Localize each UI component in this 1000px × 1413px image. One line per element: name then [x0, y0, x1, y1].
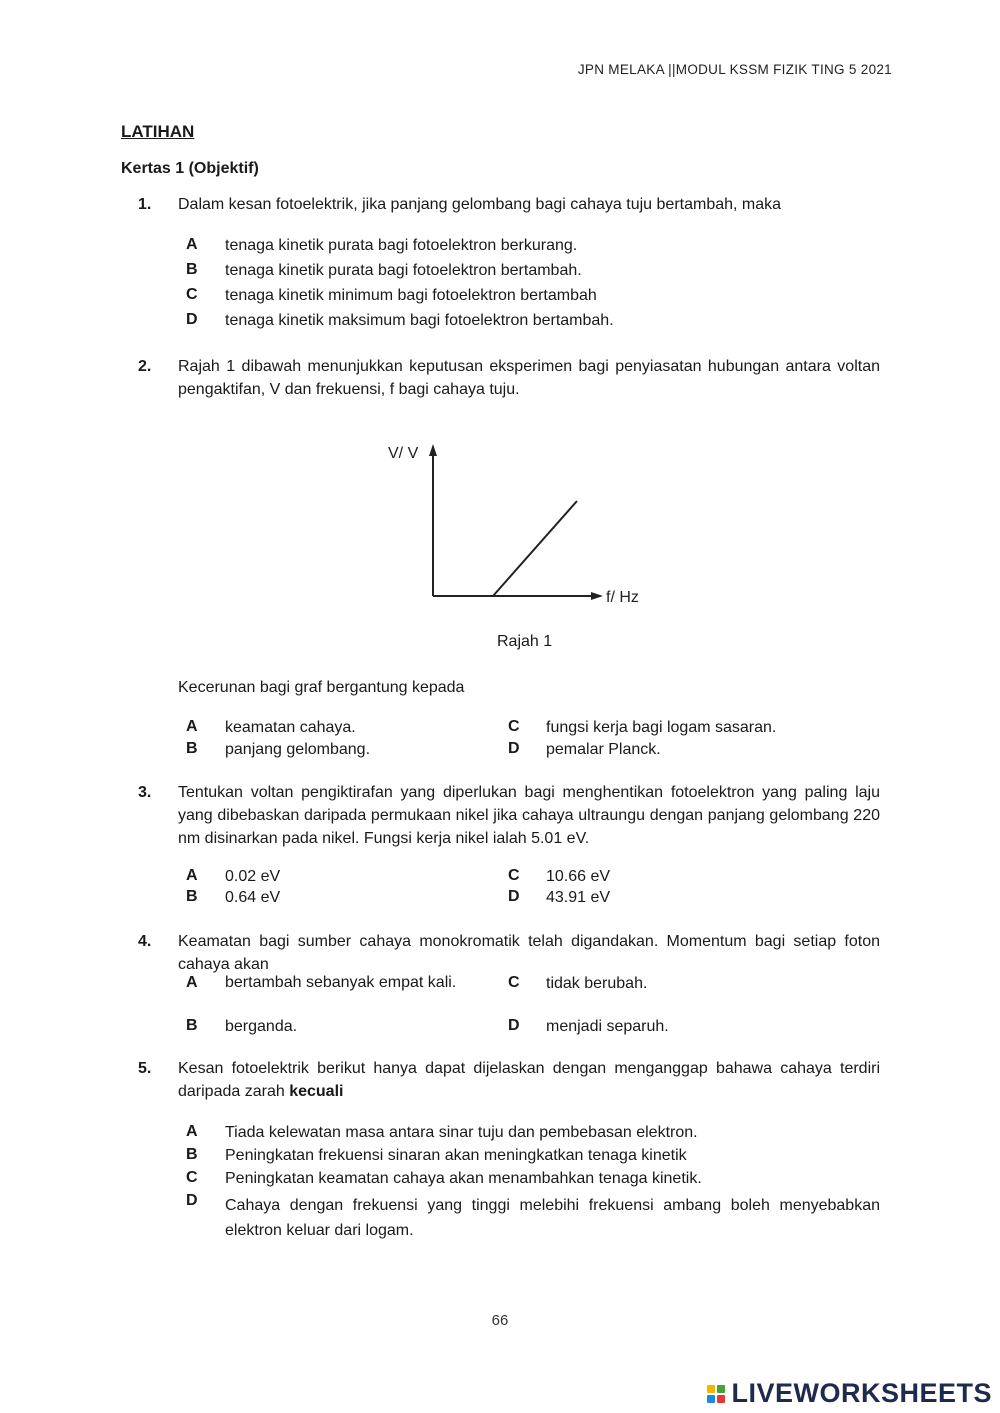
q4-option-c-text[interactable]: tidak berubah.	[546, 975, 648, 992]
question-4-number: 4.	[138, 933, 152, 950]
q5-option-a-text[interactable]: Tiada kelewatan masa antara sinar tuju dan pembebasan elektron.	[225, 1124, 698, 1141]
question-5-text: Kesan fotoelektrik berikut hanya dapat dijelaskan dengan menganggap bahawa cahaya terdiri daripada zarah	[178, 1060, 880, 1100]
q4-option-a-text[interactable]: bertambah sebanyak empat kali.	[225, 974, 457, 991]
liveworksheets-brand[interactable]	[707, 1378, 992, 1409]
q1-option-d-letter[interactable]: D	[186, 311, 198, 328]
q5-option-b-text[interactable]: Peningkatan frekuensi sinaran akan meningkatkan tenaga kinetik	[225, 1147, 687, 1164]
q1-option-a-text[interactable]: tenaga kinetik purata bagi fotoelektron berkurang.	[225, 237, 578, 254]
q5-option-d-letter[interactable]: D	[186, 1192, 198, 1209]
q2-option-d-text[interactable]: pemalar Planck.	[546, 741, 661, 758]
q3-option-d-letter[interactable]: D	[508, 888, 520, 905]
q5-option-d-text[interactable]: Cahaya dengan frekuensi yang tinggi melebihi frekuensi ambang boleh menyebabkan elektron keluar dari logam.	[225, 1197, 880, 1239]
q1-option-a-letter[interactable]: A	[186, 236, 198, 253]
question-2-prompt: Kecerunan bagi graf bergantung kepada	[178, 679, 465, 696]
graph-line	[493, 501, 577, 596]
brand-text: LIVEWORKSHEETS	[731, 1378, 992, 1408]
q5-option-a-letter[interactable]: A	[186, 1123, 198, 1140]
y-axis-label: V/ V	[388, 445, 419, 462]
question-1-number: 1.	[138, 196, 152, 213]
x-axis-arrow-icon	[591, 592, 603, 600]
q4-option-d-text[interactable]: menjadi separuh.	[546, 1018, 669, 1035]
q2-option-c-text[interactable]: fungsi kerja bagi logam sasaran.	[546, 719, 777, 736]
q2-option-b-text[interactable]: panjang gelombang.	[225, 741, 371, 758]
q3-option-b-text[interactable]: 0.64 eV	[225, 889, 281, 906]
q3-option-c-text[interactable]: 10.66 eV	[546, 868, 611, 885]
q5-option-c-text[interactable]: Peningkatan keamatan cahaya akan menambahkan tenaga kinetik.	[225, 1170, 702, 1187]
brand-logo-square	[717, 1395, 725, 1403]
y-axis-arrow-icon	[429, 444, 437, 456]
section-title: LATIHAN	[121, 122, 195, 141]
q2-option-c-letter[interactable]: C	[508, 718, 520, 735]
q4-option-b-text[interactable]: berganda.	[225, 1018, 298, 1035]
brand-logo-square	[717, 1385, 725, 1393]
question-3-number: 3.	[138, 784, 152, 801]
q2-option-a-letter[interactable]: A	[186, 718, 198, 735]
question-1-text: Dalam kesan fotoelektrik, jika panjang gelombang bagi cahaya tuju bertambah, maka	[178, 196, 782, 213]
paper-title: Kertas 1 (Objektif)	[121, 160, 259, 177]
question-2-number: 2.	[138, 358, 152, 375]
question-5-emphasis: kecuali	[289, 1083, 344, 1100]
q3-option-b-letter[interactable]: B	[186, 888, 198, 905]
question-4-text: Keamatan bagi sumber cahaya monokromatik telah digandakan. Momentum bagi setiap foton cahaya akan	[178, 933, 880, 973]
q4-option-b-letter[interactable]: B	[186, 1017, 198, 1034]
q3-option-a-letter[interactable]: A	[186, 867, 198, 884]
q3-option-c-letter[interactable]: C	[508, 867, 520, 884]
question-5-number: 5.	[138, 1060, 152, 1077]
brand-logo-icon	[707, 1385, 725, 1403]
page-header: JPN MELAKA ||MODUL KSSM FIZIK TING 5 2021	[577, 62, 892, 77]
x-axis-label: f/ Hz	[606, 589, 639, 606]
question-2-text: Rajah 1 dibawah menunjukkan keputusan eksperimen bagi penyiasatan hubungan antara voltan pengaktifan, V dan frekuensi, f bagi cahaya tuju.	[178, 358, 880, 398]
q3-option-a-text[interactable]: 0.02 eV	[225, 868, 281, 885]
q2-option-b-letter[interactable]: B	[186, 740, 198, 757]
page-number: 66	[491, 1312, 509, 1329]
rajah-1-graph	[380, 430, 660, 615]
q4-option-a-letter[interactable]: A	[186, 974, 198, 991]
q1-option-b-letter[interactable]: B	[186, 261, 198, 278]
q5-option-c-letter[interactable]: C	[186, 1169, 198, 1186]
q1-option-d-text[interactable]: tenaga kinetik maksimum bagi fotoelektron bertambah.	[225, 312, 614, 329]
q3-option-d-text[interactable]: 43.91 eV	[546, 889, 611, 906]
q4-option-c-letter[interactable]: C	[508, 974, 520, 991]
q1-option-b-text[interactable]: tenaga kinetik purata bagi fotoelektron bertambah.	[225, 262, 582, 279]
brand-logo-square	[707, 1385, 715, 1393]
q2-option-d-letter[interactable]: D	[508, 740, 520, 757]
figure-caption: Rajah 1	[497, 633, 553, 650]
q1-option-c-text[interactable]: tenaga kinetik minimum bagi fotoelektron bertambah	[225, 287, 597, 304]
question-3-text: Tentukan voltan pengiktirafan yang diperlukan bagi menghentikan fotoelektron yang paling laju yang dibebaskan daripada permukaan nikel jika cahaya ultraungu dengan panjang gelombang 220 nm disinarkan pada nikel. Fungsi kerja nikel ialah 5.01 eV.	[178, 784, 880, 847]
question-5-text-block	[178, 1057, 880, 1103]
q4-option-d-letter[interactable]: D	[508, 1017, 520, 1034]
q1-option-c-letter[interactable]: C	[186, 286, 198, 303]
q5-option-b-letter[interactable]: B	[186, 1146, 198, 1163]
brand-logo-square	[707, 1395, 715, 1403]
q2-option-a-text[interactable]: keamatan cahaya.	[225, 719, 356, 736]
